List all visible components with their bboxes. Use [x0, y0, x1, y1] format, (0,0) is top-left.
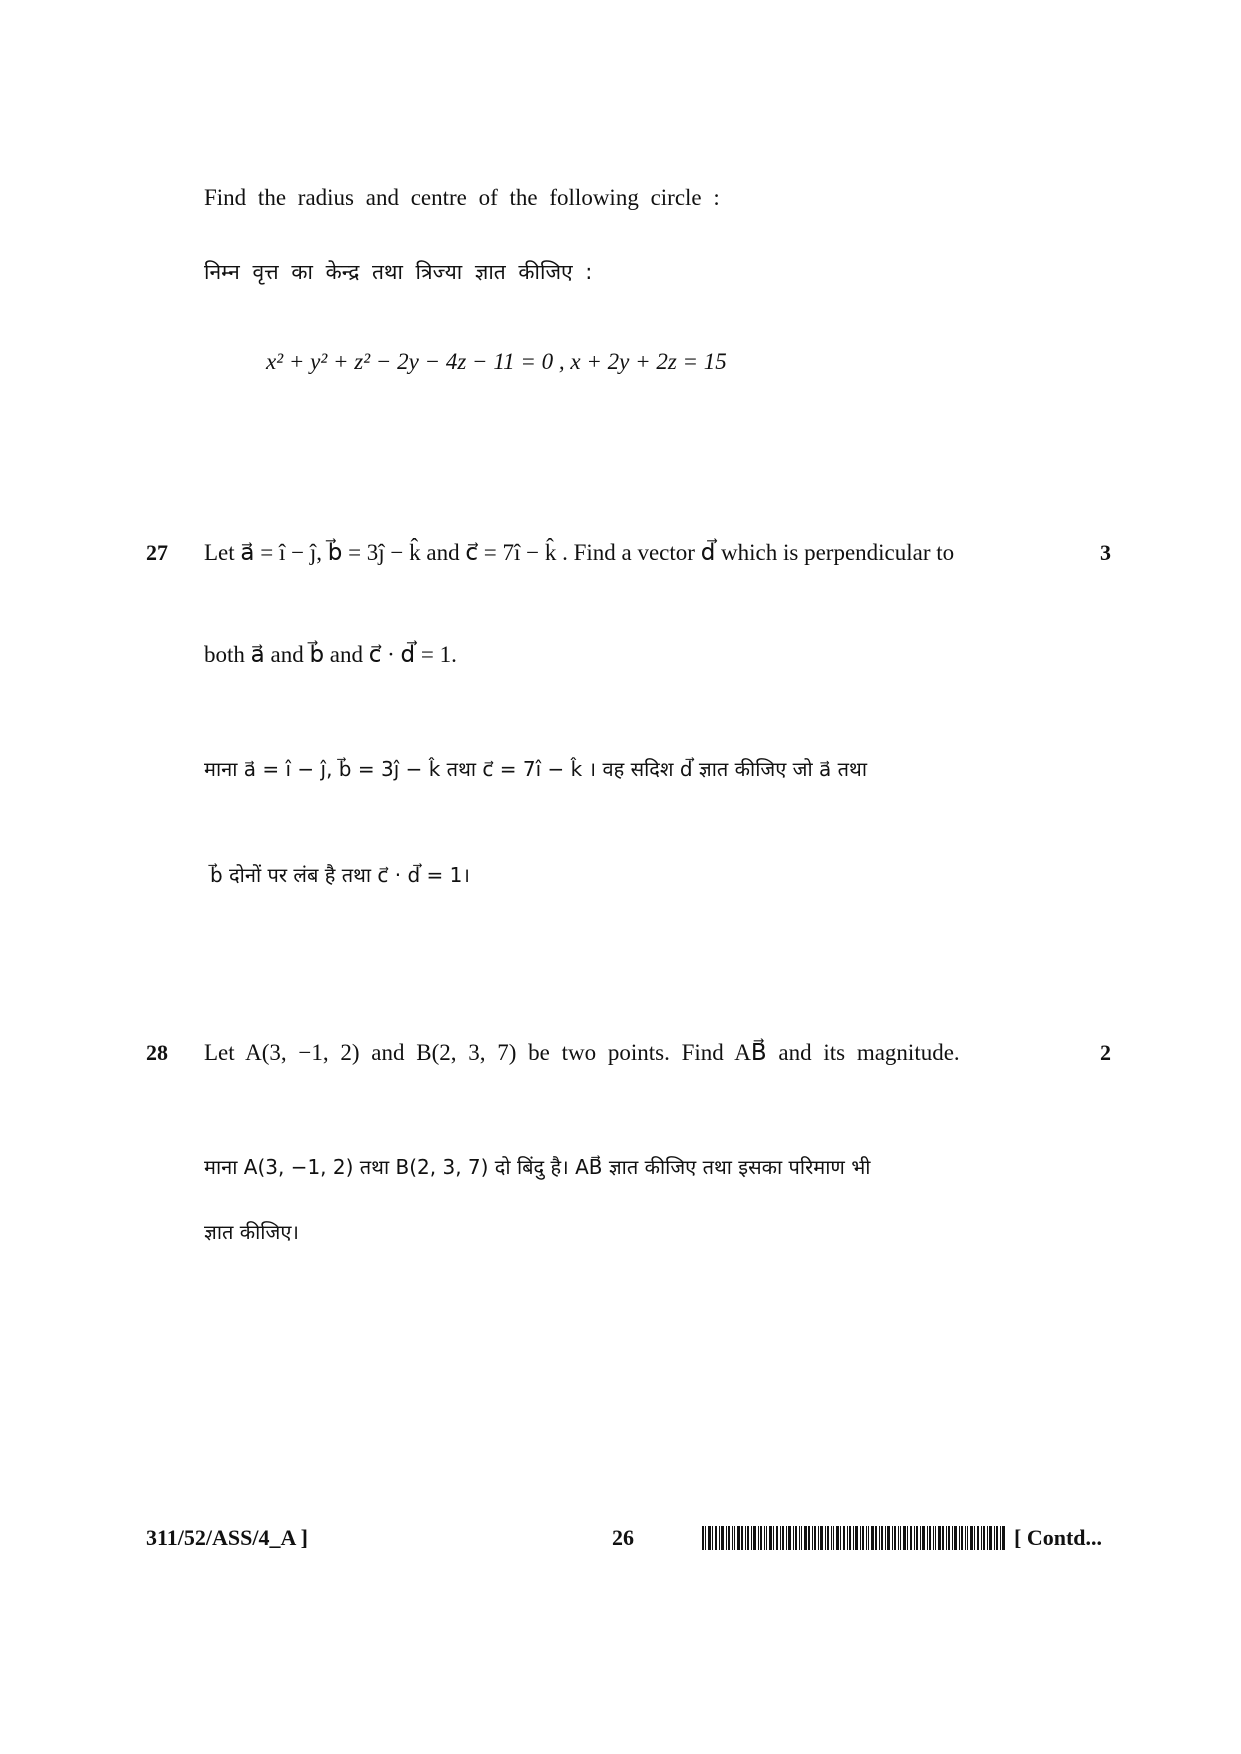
q27-number: 27 — [146, 540, 168, 565]
q26-equation: x² + y² + z² − 2y − 4z − 11 = 0 , x + 2y + 2z = 15 — [266, 349, 727, 374]
q27-hindi-line1: माना a⃗ = î − ĵ, b⃗ = 3ĵ − k̂ तथा c⃗ = 7î − k̂ । वह सदिश d⃗ ज्ञात कीजिए जो a⃗ तथा — [204, 757, 867, 781]
q28-marks: 2 — [1100, 1040, 1111, 1065]
q27-hindi-line2: b⃗ दोनों पर लंब है तथा c⃗ · d⃗ = 1। — [210, 863, 470, 887]
footer-page-number: 26 — [612, 1525, 634, 1550]
q26-english-text: Find the radius and centre of the following circle : — [204, 185, 720, 210]
q27-english-line1: Let a⃗ = î − ĵ, b⃗ = 3ĵ − k̂ and c⃗ = 7î − k̂ . Find a vector d⃗ which is perpendicular to — [204, 540, 955, 565]
q26-hindi-text: निम्न वृत्त का केन्द्र तथा त्रिज्या ज्ञात कीजिए : — [204, 260, 593, 284]
q28-number: 28 — [146, 1040, 168, 1065]
footer-paper-code: 311/52/ASS/4_A ] — [146, 1525, 308, 1550]
footer-contd: [ Contd... — [1014, 1525, 1103, 1550]
q28-hindi-line2: ज्ञात कीजिए। — [204, 1220, 299, 1244]
q27-english-line2: both a⃗ and b⃗ and c⃗ · d⃗ = 1. — [204, 642, 457, 667]
q28-hindi-line1: माना A(3, −1, 2) तथा B(2, 3, 7) दो बिंदु है। AB⃗ ज्ञात कीजिए तथा इसका परिमाण भी — [204, 1155, 871, 1179]
q28-english-line1: Let A(3, −1, 2) and B(2, 3, 7) be two points. Find AB⃗ and its magnitude. — [204, 1040, 960, 1065]
barcode-icon — [702, 1526, 1005, 1550]
q27-marks: 3 — [1100, 540, 1111, 565]
